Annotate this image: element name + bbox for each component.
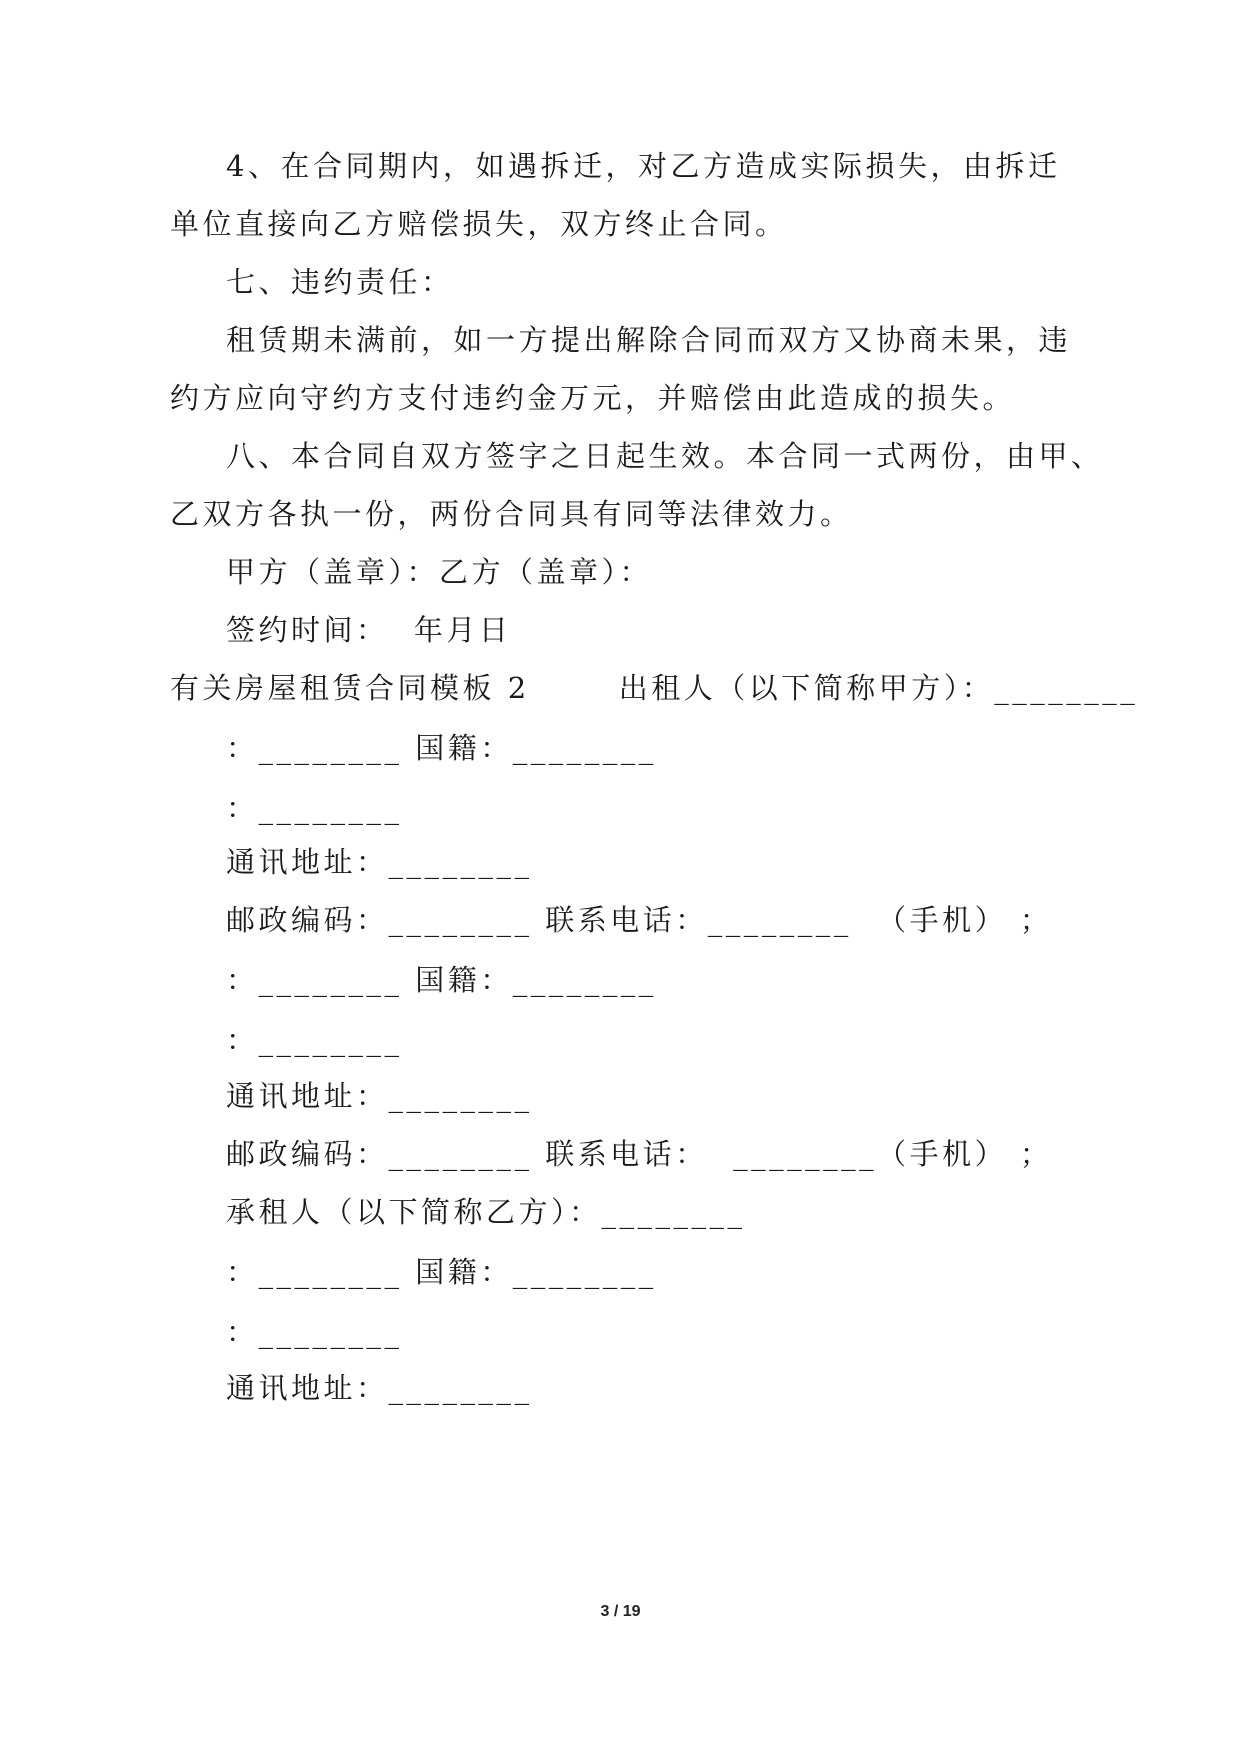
text-line: 乙双方各执一份，两份合同具有同等法律效力。 xyxy=(170,497,853,531)
form-field-line: ：________ xyxy=(226,791,403,825)
form-field-line: ：________ 国籍：________ xyxy=(226,1255,657,1289)
signing-date-line: 签约时间： 年月日 xyxy=(226,613,512,647)
form-field-line: ：________ 国籍：________ xyxy=(226,963,657,997)
signature-line: 甲方（盖章）：乙方（盖章）： xyxy=(226,555,653,589)
section-heading: 七、违约责任： xyxy=(226,265,454,299)
form-field-line: 通讯地址：________ xyxy=(226,1371,533,1405)
form-field-line: ：________ xyxy=(226,1023,403,1057)
text-line: 租赁期未满前，如一方提出解除合同而双方又协商未果，违 xyxy=(226,323,1072,357)
form-field-line: ：________ 国籍：________ xyxy=(226,731,657,765)
text-line: 八、本合同自双方签字之日起生效。本合同一式两份，由甲、 xyxy=(226,439,1104,473)
form-field-line: 承租人（以下简称乙方）：________ xyxy=(226,1195,746,1229)
text-line: 约方应向守约方支付违约金万元，并赔偿由此造成的损失。 xyxy=(170,381,1016,415)
form-field-line: 邮政编码：________ 联系电话：________ （手机） ； xyxy=(226,903,1053,937)
template-title-line: 有关房屋租赁合同模板 2 出租人（以下简称甲方）：________ xyxy=(170,671,1139,705)
form-field-line: ：________ xyxy=(226,1315,403,1349)
form-field-line: 通讯地址：________ xyxy=(226,845,533,879)
page-number: 3 / 19 xyxy=(600,1603,641,1620)
form-field-line: 邮政编码：________ 联系电话： ________（手机） ； xyxy=(226,1137,1053,1171)
text-line: 4、在合同期内，如遇拆迁，对乙方造成实际损失，由拆迁 xyxy=(226,149,1061,183)
form-field-line: 通讯地址：________ xyxy=(226,1079,533,1113)
text-line: 单位直接向乙方赔偿损失，双方终止合同。 xyxy=(170,207,788,241)
